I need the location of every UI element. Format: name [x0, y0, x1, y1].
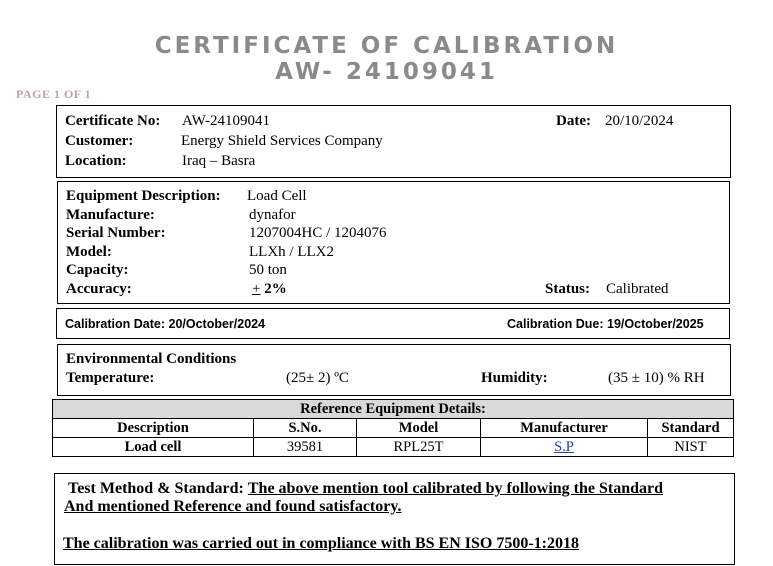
- test-method-line2: [64, 498, 401, 516]
- cert-no-value: AW-24109041: [182, 113, 270, 129]
- date-label: Date:: [556, 113, 591, 129]
- equipment-description-value: Load Cell: [247, 188, 307, 204]
- column-header: Standard: [648, 419, 734, 438]
- serial-value: 1207004HC / 1204076: [249, 225, 387, 241]
- certificate-number-title: AW- 24109041: [275, 59, 498, 85]
- accuracy-value: [252, 281, 287, 298]
- calibration-due-label: Calibration Due:: [507, 317, 604, 331]
- temperature-value: (25± 2) ºC: [286, 370, 349, 386]
- calibration-date-label: Calibration Date:: [65, 317, 166, 331]
- equipment-description-label: Equipment Description:: [66, 188, 221, 204]
- column-header: Model: [357, 419, 481, 438]
- test-method-label: Test Method & Standard:: [68, 480, 244, 497]
- manufacture-label: Manufacture:: [66, 207, 155, 223]
- serial-label: Serial Number:: [66, 225, 166, 241]
- column-header: Description: [53, 419, 254, 438]
- calibration-date-value: 20/October/2024: [168, 317, 266, 331]
- accuracy-number: 2%: [260, 281, 287, 297]
- customer-value: Energy Shield Services Company: [181, 133, 383, 149]
- model-label: Model:: [66, 244, 112, 260]
- table-cell-description: Load cell: [53, 438, 254, 457]
- column-header: S.No.: [254, 419, 357, 438]
- equipment-box: [57, 181, 730, 304]
- manufacturer-link[interactable]: S.P: [554, 438, 574, 455]
- accuracy-label: Accuracy:: [66, 281, 132, 297]
- compliance-statement: The calibration was carried out in compliance with BS EN ISO 7500-1:2018: [63, 535, 580, 552]
- test-method-line1: [68, 480, 663, 498]
- status-value: Calibrated: [606, 281, 669, 297]
- reference-equipment-table: [52, 399, 734, 457]
- calibration-due: [507, 317, 704, 331]
- temperature-label: Temperature:: [66, 370, 155, 386]
- humidity-value: (35 ± 10) % RH: [608, 370, 705, 386]
- table-cell-manufacturer: [481, 438, 648, 457]
- table-row: [53, 438, 734, 457]
- table-cell-standard: NIST: [648, 438, 734, 457]
- test-method-text-2: And mentioned Reference and found satisfactory.: [64, 498, 402, 515]
- capacity-label: Capacity:: [66, 262, 129, 278]
- calibration-date: [65, 317, 265, 331]
- manufacture-value: dynafor: [249, 207, 296, 223]
- page-indicator: PAGE 1 OF 1: [16, 87, 92, 101]
- capacity-value: 50 ton: [249, 262, 287, 278]
- humidity-label: Humidity:: [481, 370, 548, 386]
- calibration-due-value: 19/October/2025: [607, 317, 704, 331]
- test-method-text-1: The above mention tool calibrated by following the Standard: [247, 480, 664, 497]
- environment-box: [57, 344, 731, 396]
- cert-no-label: Certificate No:: [65, 113, 161, 129]
- table-header-row: [53, 419, 734, 438]
- status-label: Status:: [545, 281, 591, 297]
- certificate-info-box: [56, 105, 731, 178]
- location-value: Iraq – Basra: [182, 153, 256, 169]
- table-cell-serial: 39581: [254, 438, 357, 457]
- date-value: 20/10/2024: [605, 113, 674, 129]
- location-label: Location:: [65, 153, 127, 169]
- customer-label: Customer:: [65, 133, 134, 149]
- column-header: Manufacturer: [481, 419, 648, 438]
- compliance-line: [63, 535, 579, 553]
- certificate-title: CERTIFICATE OF CALIBRATION: [154, 33, 619, 59]
- reference-heading-row: [53, 400, 734, 419]
- accuracy-sign: +: [252, 281, 261, 297]
- calibration-dates-box: [56, 308, 730, 339]
- test-method-box: [54, 473, 735, 565]
- table-cell-model: RPL25T: [357, 438, 481, 457]
- model-value: LLXh / LLX2: [249, 244, 334, 260]
- reference-heading: Reference Equipment Details:: [53, 400, 734, 419]
- environment-heading: Environmental Conditions: [66, 351, 237, 367]
